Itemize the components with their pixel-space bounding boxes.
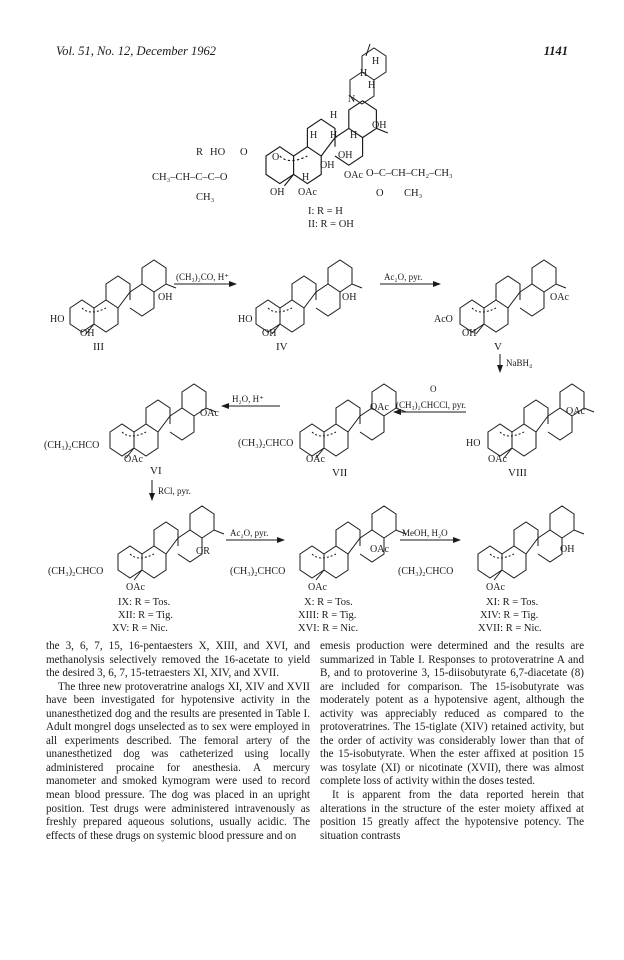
legend-XIV: XIV: R = Tig. — [480, 610, 539, 621]
legend-IX: IX: R = Tos. — [118, 597, 171, 608]
label-O: O — [272, 152, 280, 163]
legend-XI: XI: R = Tos. — [486, 597, 539, 608]
right-chain-CH3: CH₃ — [404, 188, 423, 199]
reagent-label: (CH₃)₂CO, H⁺ — [176, 272, 230, 282]
reagent-carbonyl: O — [430, 384, 437, 394]
label-OH: OH — [320, 160, 335, 171]
label-OH: OH — [158, 292, 173, 303]
reagent-label: Ac₂O, pyr. — [384, 272, 423, 282]
label-OAc: OAc — [550, 292, 569, 303]
paragraph: the 3, 6, 7, 15, 16-pentaesters X, XIII, and XVI, and methanolysis selectively removed the 16-acetate to yield the desired 3, 6, 7, 15-tetraesters XI, XIV, and XVII. — [46, 640, 310, 680]
label-isobutyryl: (CH₃)₂CHCO — [48, 566, 104, 577]
label-OAc: OAc — [370, 544, 389, 555]
label-HO: HO — [466, 438, 481, 449]
caption-I: I: R = H — [308, 206, 343, 217]
reagent-label: (CH₃)₂CHCCl, pyr. — [396, 400, 467, 410]
legend-XVI: XVI: R = Nic. — [298, 623, 359, 634]
label-H: H — [368, 80, 376, 91]
legend-XV: XV: R = Nic. — [112, 623, 168, 634]
label-H: H — [310, 130, 318, 141]
compound-IX — [48, 506, 224, 593]
legend-X: X: R = Tos. — [304, 597, 353, 608]
label-isobutyryl: (CH₃)₂CHCO — [398, 566, 454, 577]
text-column-right — [320, 640, 584, 843]
side-chain-CH3: CH₃ — [196, 192, 215, 203]
compound-I-II — [152, 44, 453, 230]
legend-XII: XII: R = Tig. — [118, 610, 173, 621]
caption-II: II: R = OH — [308, 219, 354, 230]
label-AcO: AcO — [434, 314, 453, 325]
label-OH: OH — [462, 328, 477, 339]
label-OAc: OAc — [344, 170, 363, 181]
legend-XVII: XVII: R = Nic. — [478, 623, 542, 634]
label-OAc: OAc — [124, 454, 143, 465]
label-H: H — [330, 130, 338, 141]
side-chain-O: O — [240, 147, 248, 158]
compound-label-V: V — [494, 341, 502, 353]
compound-label-VII: VII — [332, 467, 348, 479]
label-OH: OH — [270, 187, 285, 198]
reagent-label: NaBH₄ — [506, 358, 533, 368]
compound-X — [230, 506, 406, 593]
reagent-label: Ac₂O, pyr. — [230, 528, 269, 538]
compound-label-IV: IV — [276, 341, 288, 353]
label-OAc: OAc — [200, 408, 219, 419]
label-OAc: OAc — [370, 402, 389, 413]
label-H: H — [350, 130, 358, 141]
label-OH: OH — [372, 120, 387, 131]
label-isobutyryl: (CH₃)₂CHCO — [44, 440, 100, 451]
label-OH: OH — [338, 150, 353, 161]
label-OAc: OAc — [306, 454, 325, 465]
label-isobutyryl: (CH₃)₂CHCO — [238, 438, 294, 449]
side-chain-HO: HO — [210, 147, 226, 158]
compound-label-VI: VI — [150, 465, 162, 477]
paragraph: It is apparent from the data reported herein that alterations in the structure of the ester moiety affixed at position 15 greatly affect the hypotensive potency. The situation contrasts — [320, 789, 584, 842]
label-OAc: OAc — [488, 454, 507, 465]
paragraph: emesis production were determined and the results are summarized in Table I. Responses to protoveratrine A and B, and to protoverine 3, 15-diisobutyrate 6,7-diacetate (8) are included for comparison. The 15-isobutyrate was moderately potent as a hypotensive agent, although the activity was appreciably reduced as compared to the protoveratrines. The 15-tiglate (XIV) retained activity, but the order of activity was considerably lower than that of the 15-isobutyrate. When the ester affixed at position 15 was tosylate (XI) or nicotinate (XVII), there was almost complete loss of activity within the doses tested. — [320, 640, 584, 788]
compound-legends — [112, 597, 542, 634]
compound-XI — [398, 506, 584, 593]
label-OH: OH — [80, 328, 95, 339]
label-N: N — [348, 94, 356, 105]
compound-label-VIII: VIII — [508, 467, 527, 479]
label-OAc: OAc — [308, 582, 327, 593]
compound-VI — [44, 384, 219, 477]
text-column-left — [46, 640, 310, 843]
label-OH: OH — [560, 544, 575, 555]
reagent-label: H₂O, H⁺ — [232, 394, 264, 404]
label-OH: OH — [262, 328, 277, 339]
compound-IV — [238, 260, 362, 353]
right-chain-main: O–C–CH–CH₂–CH₃ — [366, 168, 453, 179]
label-OAc: OAc — [126, 582, 145, 593]
journal-reference: Vol. 51, No. 12, December 1962 — [56, 44, 217, 58]
reagent-label: RCl, pyr. — [158, 486, 191, 496]
label-OAc: OAc — [566, 406, 585, 417]
paragraph: The three new protoveratrine analogs XI, XIV and XVII have been investigated for hypotensive activity in the unanesthetized dog and the results are presented in Table I. Adult mongrel dogs unselected as to sex were employed in all experiments described. The femoral artery of the unanesthetized dog was catheterized using locally administered procaine for anesthesia. A mercury manometer and smoked kymogram were used to record mean blood pressure. The dog was placed in an upright position. Test drugs were administered intravenously as freshly prepared aqueous solutions, usually acidic. The effects of these drugs on systemic blood pressure and on — [46, 680, 310, 842]
label-isobutyryl: (CH₃)₂CHCO — [230, 566, 286, 577]
compound-label-III: III — [93, 341, 104, 353]
label-HO: HO — [238, 314, 253, 325]
compound-III — [50, 260, 176, 353]
legend-XIII: XIII: R = Tig. — [298, 610, 357, 621]
label-H: H — [302, 172, 310, 183]
label-H: H — [372, 56, 380, 67]
label-OH: OH — [342, 292, 357, 303]
compound-V — [434, 260, 569, 353]
label-OAc: OAc — [486, 582, 505, 593]
side-chain-R: R — [196, 147, 204, 158]
reagent-label: MeOH, H₂O — [402, 528, 448, 538]
label-HO: HO — [50, 314, 65, 325]
compound-VIII — [466, 384, 594, 479]
side-chain-main: CH₃–CH–C–C–O — [152, 172, 228, 183]
label-H: H — [360, 68, 368, 79]
page-number: 1141 — [543, 44, 568, 58]
label-H: H — [330, 110, 338, 121]
right-chain-O: O — [376, 188, 384, 199]
label-OR: OR — [196, 546, 210, 557]
label-OAc: OAc — [298, 187, 317, 198]
